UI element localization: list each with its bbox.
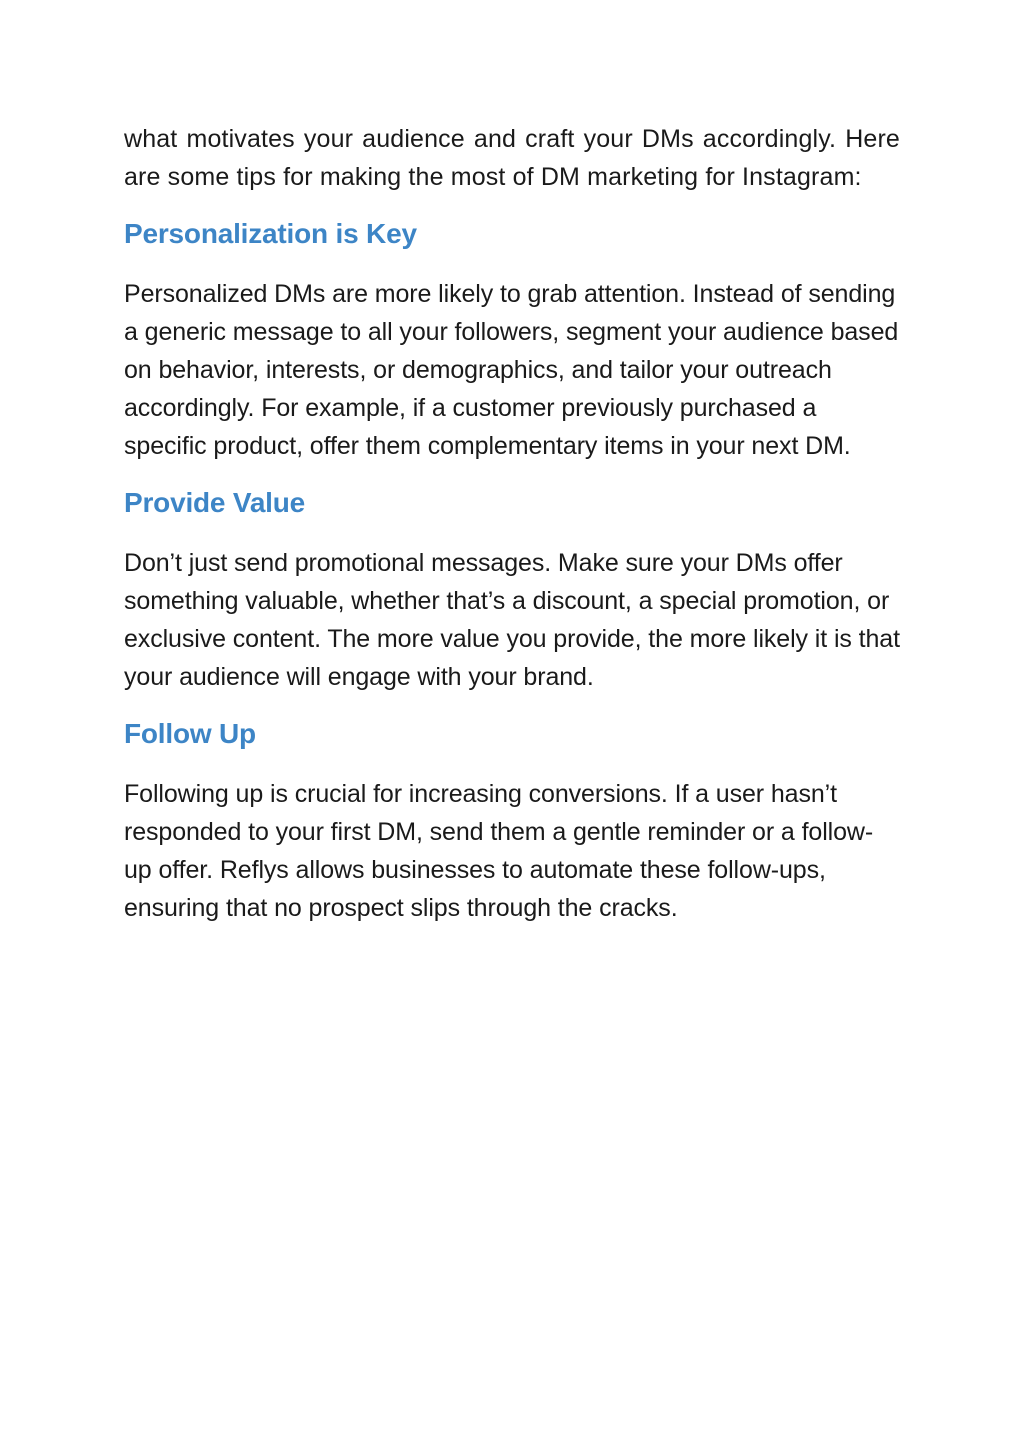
paragraph-personalization: Personalized DMs are more likely to grab attention. Instead of sending a generic message to all your followers, segment your audience based on behavior, interests, or demographics, and tailor your outreach accordingly. For example, if a customer previously purchased a specific product, offer them complementary items in your next DM. [124, 280, 899, 460]
document-page [124, 120, 900, 927]
paragraph-follow-up: Following up is crucial for increasing conversions. If a user hasn’t responded to your first DM, send them a gentle reminder or a follow-up offer. Reflys allows businesses to automate these follow-ups, ensuring that no prospect slips through the cracks. [124, 780, 874, 922]
paragraph-provide-value: Don’t just send promotional messages. Make sure your DMs offer something valuable, whether that’s a discount, a special promotion, or exclusive content. The more value you provide, the more likely it is that your audience will engage with your brand. [124, 549, 900, 691]
intro-paragraph: what motivates your audience and craft your DMs accordingly. Here are some tips for making the most of DM marketing for Instagram: [124, 125, 900, 191]
heading-follow-up: Follow Up [124, 718, 256, 749]
heading-personalization: Personalization is Key [124, 218, 417, 249]
heading-provide-value: Provide Value [124, 487, 306, 518]
